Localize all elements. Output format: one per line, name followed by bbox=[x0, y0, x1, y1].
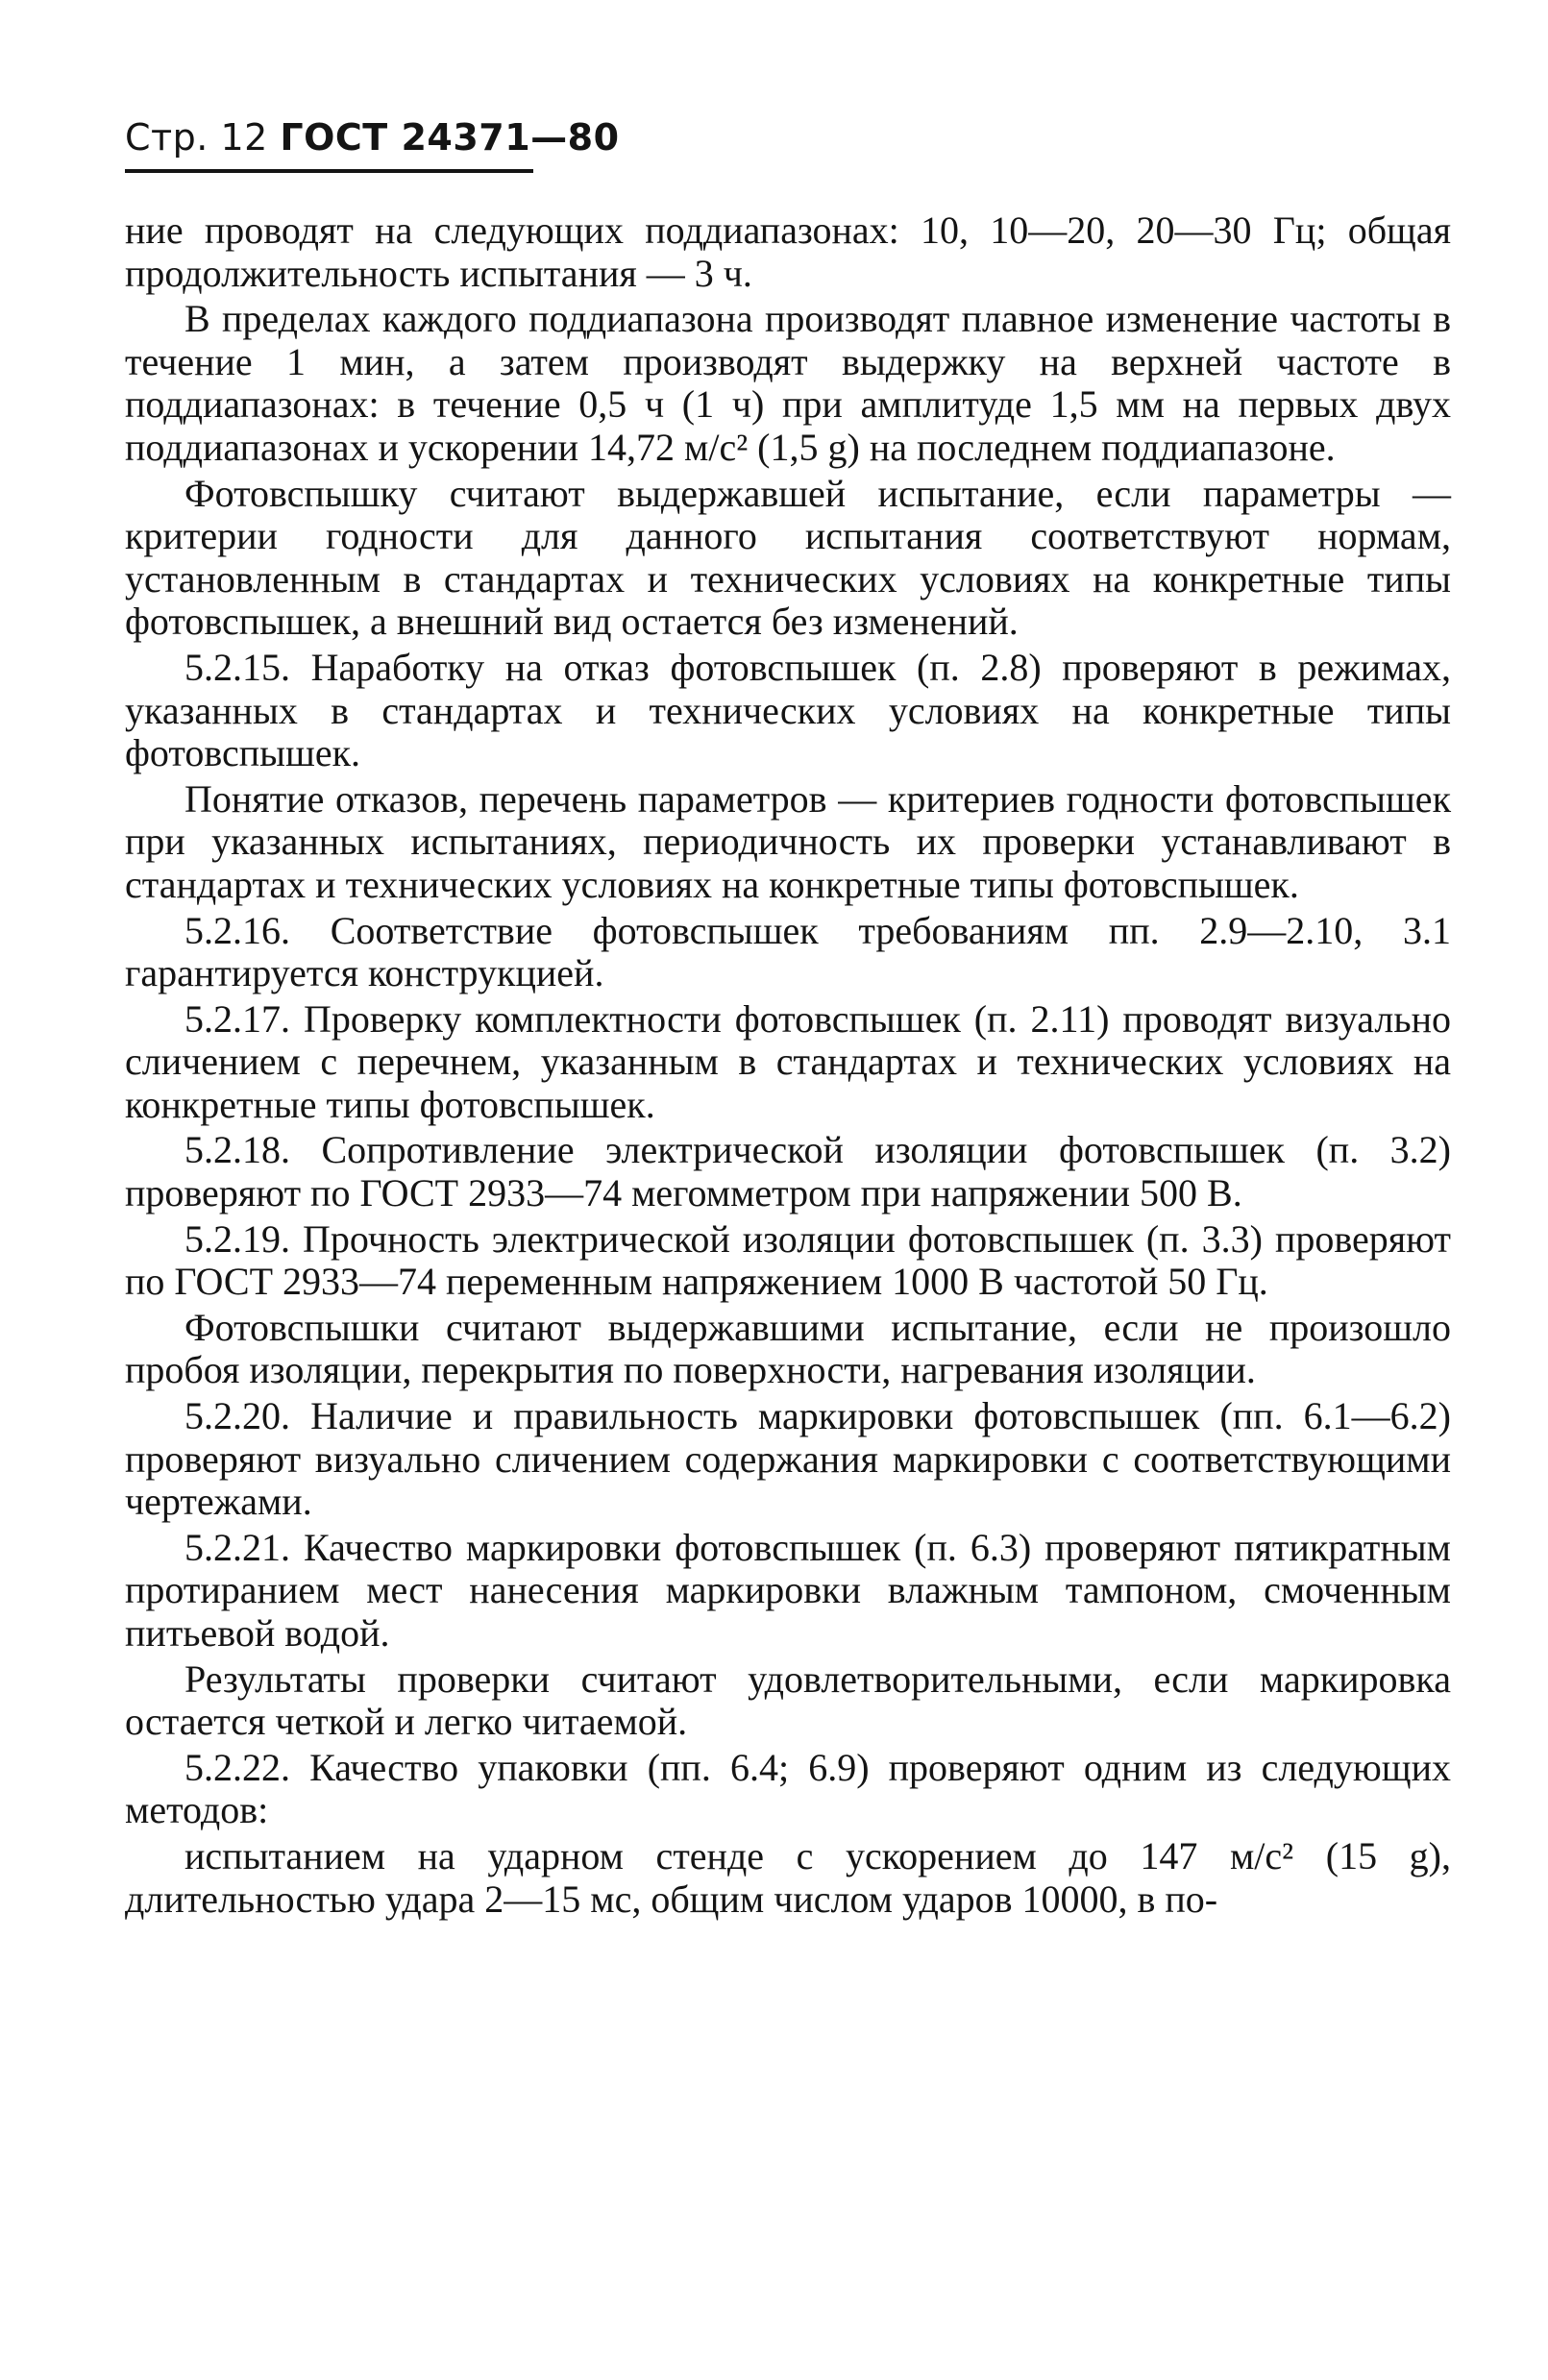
header-rule bbox=[125, 169, 533, 173]
paragraph-5-2-22: 5.2.22. Качество упаковки (пп. 6.4; 6.9) проверяют одним из следующих методов: bbox=[125, 1745, 1451, 1832]
paragraph-marking-result: Результаты проверки считают удовлетворительными, если маркировка остается четкой и легко читаемой. bbox=[125, 1656, 1451, 1744]
paragraph-pass-criteria-insulation: Фотовспышки считают выдержавшими испытание, если не произошло пробоя изоляции, перекрытия по поверхности, нагревания изоляции. bbox=[125, 1305, 1451, 1392]
paragraph-5-2-20: 5.2.20. Наличие и правильность маркировки фотовспышек (пп. 6.1—6.2) проверяют визуально сличением содержания маркировки с соответствующими чертежами. bbox=[125, 1394, 1451, 1524]
paragraph-5-2-17: 5.2.17. Проверку комплектности фотовспышек (п. 2.11) проводят визуально сличением с перечнем, указанным в стандартах и технических условиях на конкретные типы фотовспышек. bbox=[125, 996, 1451, 1126]
standard-designation: ГОСТ 24371—80 bbox=[280, 116, 620, 159]
paragraph-frequency-change: В пределах каждого поддиапазона производят плавное изменение частоты в течение 1 мин, а затем производят выдержку на верхней частоте в поддиапазонах: в течение 0,5 ч (1 ч) при амплитуде 1,5 мм на первых двух поддиапазонах и ускорении 14,72 м/с² (1,5 g) на последнем поддиапазоне. bbox=[125, 297, 1451, 469]
paragraph-5-2-19: 5.2.19. Прочность электрической изоляции фотовспышек (п. 3.3) проверяют по ГОСТ 2933—74 переменным напряжением 1000 В частотой 50 Гц. bbox=[125, 1216, 1451, 1304]
paragraph-continuation: ние проводят на следующих поддиапазонах: 10, 10—20, 20—30 Гц; общая продолжительность испытания — 3 ч. bbox=[125, 209, 1451, 295]
paragraph-pass-criteria-vibration: Фотовспышку считают выдержавшей испытание, если параметры — критерии годности для данного испытания соответствуют нормам, установленным в стандартах и технических условиях на конкретные типы фотовспышек, а внешний вид остается без изменений. bbox=[125, 471, 1451, 644]
paragraph-5-2-18: 5.2.18. Сопротивление электрической изоляции фотовспышек (п. 3.2) проверяют по ГОСТ 2933—74 мегомметром при напряжении 500 В. bbox=[125, 1128, 1451, 1215]
paragraph-failure-concept: Понятие отказов, перечень параметров — критериев годности фотовспышек при указанных испытаниях, периодичность их проверки устанавливают в стандартах и технических условиях на конкретные типы фотовспышек. bbox=[125, 776, 1451, 906]
paragraph-5-2-21: 5.2.21. Качество маркировки фотовспышек (п. 6.3) проверяют пятикратным протиранием мест нанесения маркировки влажным тампоном, смоченным питьевой водой. bbox=[125, 1525, 1451, 1655]
paragraph-5-2-15: 5.2.15. Наработку на отказ фотовспышек (п. 2.8) проверяют в режимах, указанных в стандартах и технических условиях на конкретные типы фотовспышек. bbox=[125, 645, 1451, 775]
page-number: Стр. 12 bbox=[125, 116, 268, 159]
body-text bbox=[125, 209, 1451, 1924]
running-header bbox=[125, 113, 620, 161]
paragraph-5-2-16: 5.2.16. Соответствие фотовспышек требованиям пп. 2.9—2.10, 3.1 гарантируется конструкцией. bbox=[125, 908, 1451, 995]
paragraph-impact-test: испытанием на ударном стенде с ускорением до 147 м/с² (15 g), длительностью удара 2—15 мс, общим числом ударов 10000, в по- bbox=[125, 1833, 1451, 1921]
